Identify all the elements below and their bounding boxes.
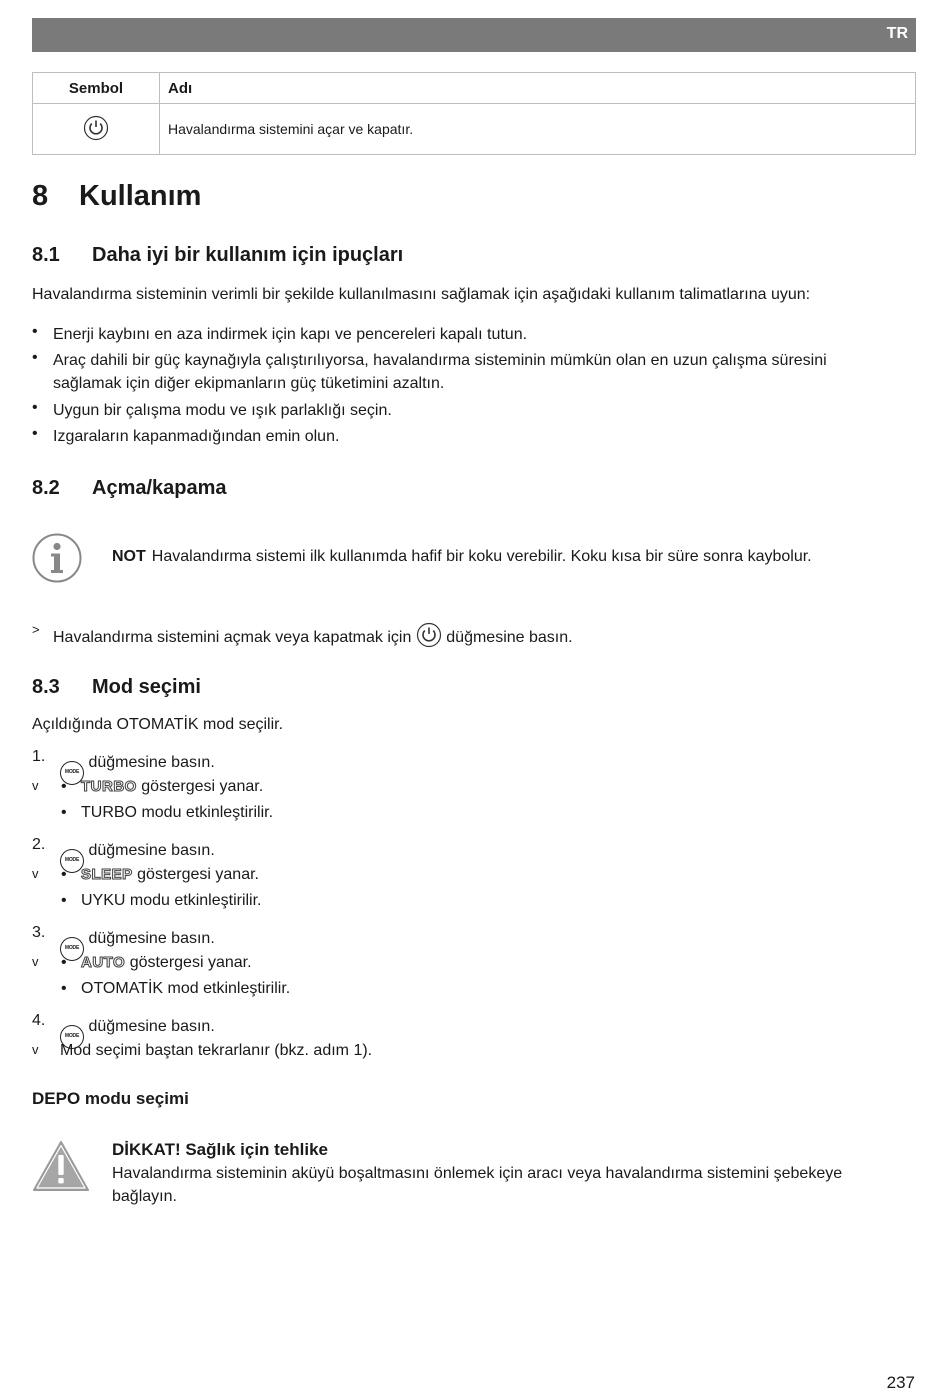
section-heading-8-2 xyxy=(32,477,227,500)
action-arrow-icon: > xyxy=(32,622,40,637)
mode-button-icon: MODE xyxy=(60,761,84,785)
header-bar xyxy=(32,18,916,52)
page-number: 237 xyxy=(886,1373,915,1392)
section-number: 8.2 xyxy=(32,477,60,499)
bullet-icon: • xyxy=(32,349,38,366)
result-chevron-icon: v xyxy=(32,778,39,793)
table-cell-symbol xyxy=(33,104,160,155)
section-number: 8.3 xyxy=(32,676,60,698)
section-heading-8-1 xyxy=(32,244,403,267)
language-code: TR xyxy=(886,25,908,42)
paragraph-intro-8-1: Havalandırma sisteminin verimli bir şekilde kullanılmasını sağlamak için aşağıdaki kullanım talimatlarına uyun: xyxy=(32,286,811,303)
section-number: 8 xyxy=(32,180,49,212)
col-header-symbol: Sembol xyxy=(33,73,160,104)
section-title: Açma/kapama xyxy=(92,477,227,499)
result-chevron-icon: v xyxy=(32,1042,39,1057)
bullet-icon: • xyxy=(61,804,67,821)
power-icon xyxy=(83,115,109,141)
warning-title: DİKKAT! Sağlık için tehlike xyxy=(112,1140,329,1159)
note-box xyxy=(112,548,812,566)
turbo-indicator-icon: TURBO xyxy=(81,778,137,795)
bullet-icon: • xyxy=(32,425,38,442)
warning-text: Havalandırma sisteminin aküyü boşaltmasını önlemek için aracı veya havalandırma sistemini şebekeye bağlayın. xyxy=(112,1165,843,1205)
bullet-icon: • xyxy=(61,954,67,971)
auto-indicator-icon: AUTO xyxy=(81,954,126,971)
action-instruction: Havalandırma sistemini açmak veya kapatmak için düğmesine basın. xyxy=(53,622,573,648)
table-header-row xyxy=(33,73,916,104)
table-cell-desc: Havalandırma sistemini açar ve kapatır. xyxy=(160,104,916,155)
bullet-icon: • xyxy=(61,866,67,883)
mode-button-icon: MODE xyxy=(60,937,84,961)
mode-button-icon: MODE xyxy=(60,1025,84,1049)
bullet-icon: • xyxy=(32,323,38,340)
table-row xyxy=(33,104,916,155)
section-title: Daha iyi bir kullanım için ipuçları xyxy=(92,244,404,266)
power-icon xyxy=(416,622,442,648)
bullet-icon: • xyxy=(61,778,67,795)
section-heading-8 xyxy=(32,180,201,213)
note-text: Havalandırma sistemi ilk kullanımda hafif bir koku verebilir. Koku kısa bir süre sonra kaybolur. xyxy=(151,548,812,565)
section-heading-8-3 xyxy=(32,676,201,699)
result-chevron-icon: v xyxy=(32,954,39,969)
result-chevron-icon: v xyxy=(32,866,39,881)
info-icon xyxy=(32,533,82,588)
note-label: NOT xyxy=(112,548,146,565)
section-number: 8.1 xyxy=(32,244,60,266)
mode-button-icon: MODE xyxy=(60,849,84,873)
paragraph-intro-8-3: Açıldığında OTOMATİK mod seçilir. xyxy=(32,716,284,733)
bullet-icon: • xyxy=(61,980,67,997)
warning-icon xyxy=(32,1140,90,1197)
sleep-indicator-icon: SLEEP xyxy=(81,866,133,883)
bullet-icon: • xyxy=(61,892,67,909)
bullet-icon: • xyxy=(32,399,38,416)
section-title: Mod seçimi xyxy=(92,676,201,698)
symbol-table xyxy=(32,72,916,155)
col-header-name: Adı xyxy=(160,73,916,104)
subheading-depo: DEPO modu seçimi xyxy=(32,1089,189,1108)
section-title: Kullanım xyxy=(79,180,202,212)
